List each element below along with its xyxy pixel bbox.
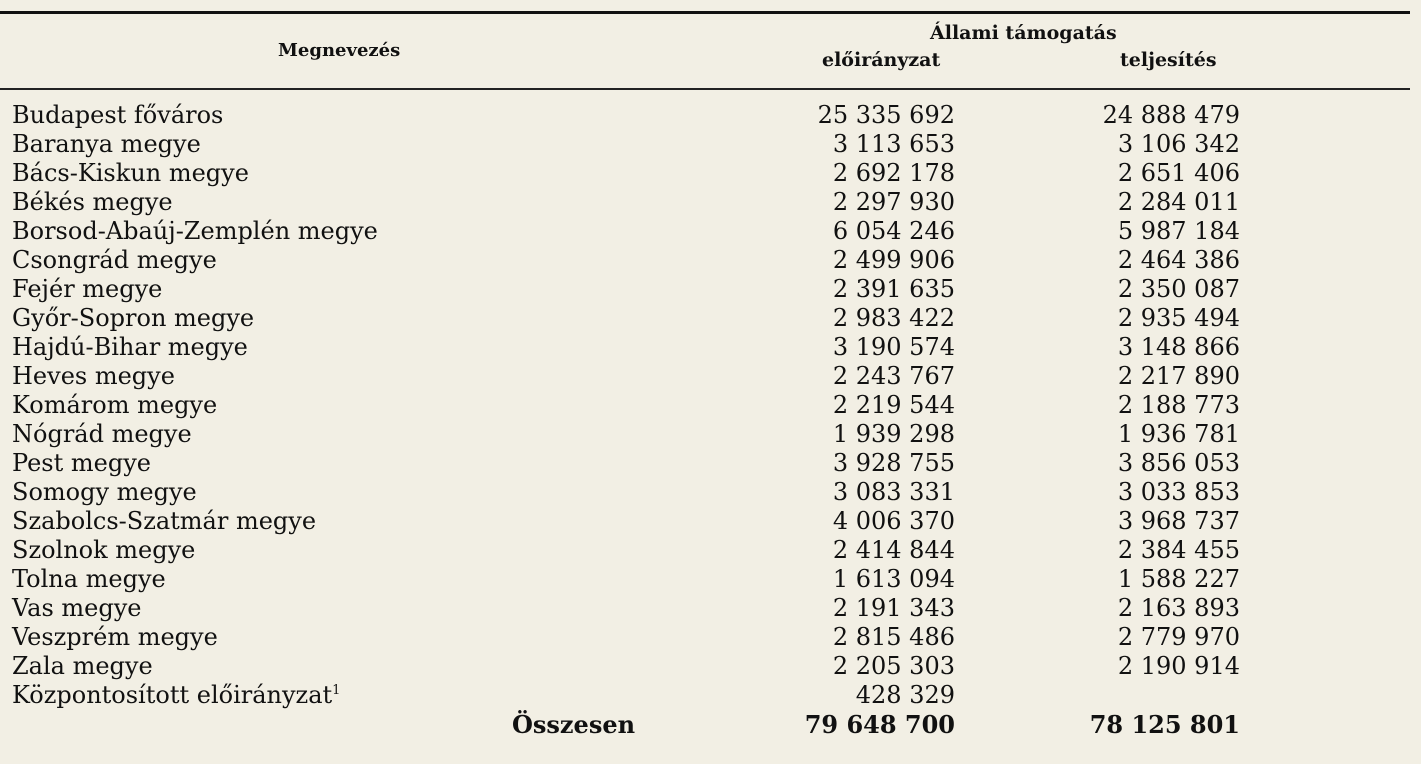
header-rule [0,88,1410,90]
table-row [0,594,1410,623]
row-actual: 3 106 342 [1117,130,1240,158]
row-actual: 2 464 386 [1117,246,1240,274]
table-row [0,304,1410,333]
table-row [0,362,1410,391]
table-row [0,623,1410,652]
row-name: Heves megye [12,362,175,390]
row-name: Szolnok megye [12,536,196,564]
table-row [0,565,1410,594]
row-actual: 3 856 053 [1117,449,1240,477]
row-planned: 3 928 755 [832,449,955,477]
row-actual: 2 217 890 [1117,362,1240,390]
header-name-column: Megnevezés [278,40,401,61]
row-planned: 2 297 930 [832,188,955,216]
row-name: Veszprém megye [12,623,218,651]
row-planned: 428 329 [855,681,955,709]
row-actual: 3 033 853 [1117,478,1240,506]
row-actual: 5 987 184 [1117,217,1240,245]
row-name: Szabolcs-Szatmár megye [12,507,317,535]
row-name: Vas megye [12,594,142,622]
row-actual: 2 350 087 [1117,275,1240,303]
row-name: Bács-Kiskun megye [12,159,249,187]
table-row [0,420,1410,449]
row-planned: 2 414 844 [832,536,955,564]
row-planned: 6 054 246 [832,217,955,245]
row-planned: 3 083 331 [832,478,955,506]
table-row [0,681,1410,710]
row-name: Hajdú-Bihar megye [12,333,248,361]
row-planned: 2 815 486 [832,623,955,651]
table-row [0,275,1410,304]
row-planned: 4 006 370 [832,507,955,535]
row-actual: 2 935 494 [1117,304,1240,332]
top-rule [0,11,1410,14]
table-body [0,101,1410,739]
row-planned: 2 191 343 [832,594,955,622]
row-planned: 2 205 303 [832,652,955,680]
row-actual: 2 188 773 [1117,391,1240,419]
total-planned: 79 648 700 [804,710,955,739]
table-row [0,449,1410,478]
row-planned: 2 219 544 [832,391,955,419]
row-name: Zala megye [12,652,153,680]
row-planned: 2 983 422 [832,304,955,332]
header-group: Állami támogatás [930,22,1117,44]
row-name: Fejér megye [12,275,163,303]
table-row [0,333,1410,362]
row-name: Tolna megye [12,565,166,593]
row-actual: 3 968 737 [1117,507,1240,535]
row-name: Borsod-Abaúj-Zemplén megye [12,217,378,245]
row-planned: 25 335 692 [817,101,955,129]
row-planned: 1 939 298 [832,420,955,448]
row-planned: 2 391 635 [832,275,955,303]
row-name: Pest megye [12,449,151,477]
table-row [0,217,1410,246]
row-name [12,681,340,710]
header-col-planned: előirányzat [822,49,941,71]
row-name: Nógrád megye [12,420,192,448]
table-row [0,507,1410,536]
row-name: Baranya megye [12,130,201,158]
row-name-text: Központosított előirányzat [12,681,333,709]
table-row [0,101,1410,130]
row-actual: 2 779 970 [1117,623,1240,651]
row-actual: 2 384 455 [1117,536,1240,564]
row-actual: 3 148 866 [1117,333,1240,361]
row-actual: 2 284 011 [1117,188,1240,216]
row-planned: 2 499 906 [832,246,955,274]
table-row [0,478,1410,507]
table-row [0,246,1410,275]
row-name: Budapest főváros [12,101,224,129]
total-row [0,710,1410,739]
table-row [0,536,1410,565]
row-name: Komárom megye [12,391,218,419]
footnote-marker: 1 [332,683,341,698]
row-planned: 3 113 653 [832,130,955,158]
row-actual: 2 651 406 [1117,159,1240,187]
row-actual: 2 190 914 [1117,652,1240,680]
row-planned: 3 190 574 [832,333,955,361]
row-name: Csongrád megye [12,246,217,274]
row-actual: 24 888 479 [1102,101,1240,129]
table-row [0,652,1410,681]
row-actual: 2 163 893 [1117,594,1240,622]
table-row [0,391,1410,420]
row-name: Győr-Sopron megye [12,304,255,332]
table-row [0,188,1410,217]
row-actual: 1 588 227 [1117,565,1240,593]
row-planned: 1 613 094 [832,565,955,593]
row-name: Békés megye [12,188,173,216]
table-row [0,130,1410,159]
row-planned: 2 692 178 [832,159,955,187]
row-actual: 1 936 781 [1117,420,1240,448]
header-col-actual: teljesítés [1120,49,1217,71]
table-row [0,159,1410,188]
total-actual: 78 125 801 [1089,710,1240,739]
total-label: Összesen [512,710,636,739]
row-planned: 2 243 767 [832,362,955,390]
row-name: Somogy megye [12,478,197,506]
